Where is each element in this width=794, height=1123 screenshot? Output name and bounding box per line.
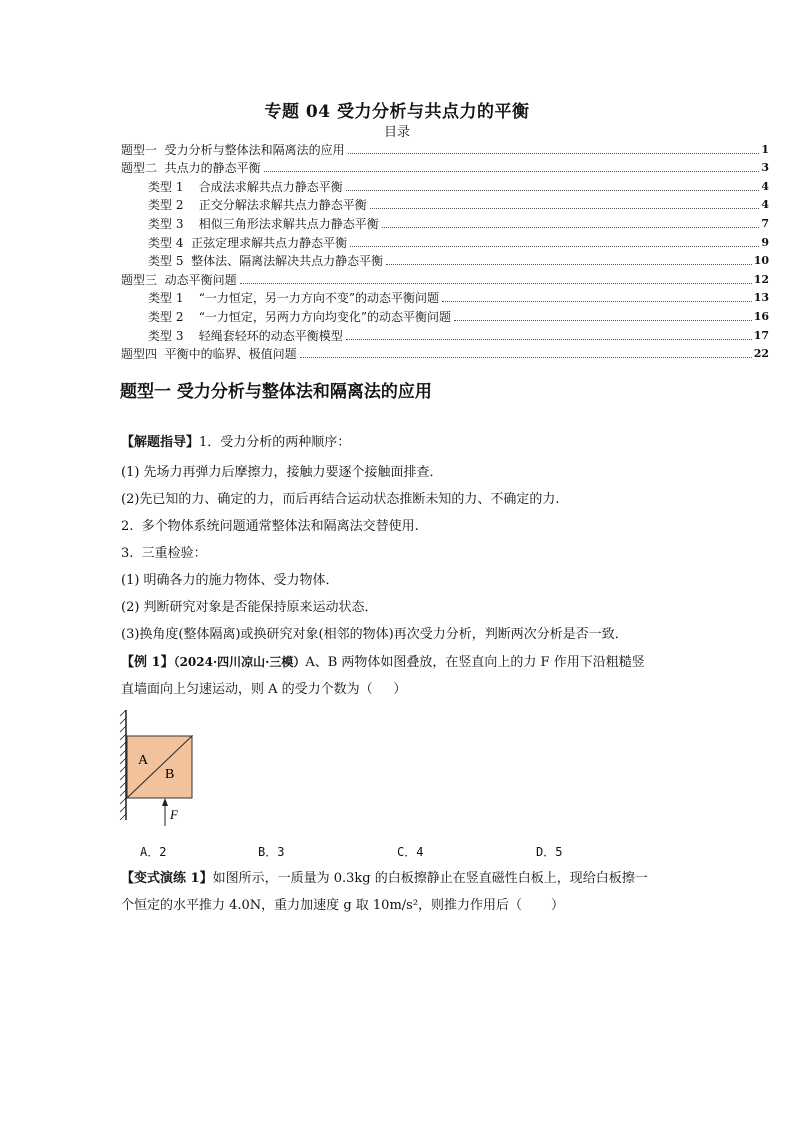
guide-line-0 bbox=[121, 434, 350, 452]
toc-leader-dots bbox=[454, 319, 752, 321]
toc-entry-label: 类型 3 轻绳套轻环的动态平衡模型 bbox=[148, 328, 343, 343]
label-b: B bbox=[165, 767, 175, 782]
choice-b[interactable]: B．3 bbox=[258, 845, 285, 859]
toc-entry-page: 4 bbox=[761, 179, 769, 193]
toc-entry-page: 17 bbox=[753, 328, 769, 342]
guide-line-6: (2) 判断研究对象是否能保持原来运动状态． bbox=[121, 600, 378, 615]
toc-leader-dots bbox=[240, 282, 752, 284]
example1-line-2: 直墙面向上匀速运动，则 A 的受力个数为（ ） bbox=[121, 682, 407, 697]
choice-d[interactable]: D．5 bbox=[536, 845, 563, 859]
toc-entry-page: 4 bbox=[761, 198, 769, 212]
toc-entry-page: 10 bbox=[753, 254, 769, 268]
wall-blocks-figure bbox=[118, 708, 198, 833]
guide-line-3: 2. 多个物体系统问题通常整体法和隔离法交替使用. bbox=[121, 519, 419, 534]
toc-entry[interactable] bbox=[121, 345, 769, 364]
toc-entry[interactable] bbox=[121, 177, 769, 196]
toc-leader-dots bbox=[382, 226, 760, 228]
guide-text: 1．受力分析的两种顺序： bbox=[199, 435, 351, 450]
toc-entry-label: 类型 1 合成法求解共点力静态平衡 bbox=[148, 179, 343, 194]
toc-entry-label: 类型 5 整体法、隔离法解决共点力静态平衡 bbox=[148, 254, 384, 269]
toc-entry-label: 题型四 平衡中的临界、极值问题 bbox=[121, 347, 297, 362]
toc-entry-label: 类型 4 正弦定理求解共点力静态平衡 bbox=[148, 235, 348, 250]
toc-entry-page: 12 bbox=[753, 272, 769, 286]
variant1-line-2: 个恒定的水平推力 4.0N，重力加速度 g 取 10m/s²，则推力作用后（ ） bbox=[121, 898, 564, 913]
example1-tag: 【例 1】 bbox=[121, 655, 174, 670]
toc-entry[interactable] bbox=[121, 140, 769, 159]
example1-text: A、B 两物体如图叠放，在竖直向上的力 F 作用下沿粗糙竖 bbox=[305, 655, 645, 670]
guide-line-4: 3. 三重检验： bbox=[121, 546, 207, 561]
toc-entry[interactable] bbox=[121, 326, 769, 345]
toc-entry-label: 题型三 动态平衡问题 bbox=[121, 272, 237, 287]
toc-leader-dots bbox=[264, 170, 760, 172]
toc-leader-dots bbox=[442, 300, 752, 302]
toc-entry-label: 类型 2 正交分解法求解共点力静态平衡 bbox=[148, 198, 367, 213]
guide-line-5: (1) 明确各力的施力物体、受力物体． bbox=[121, 573, 339, 588]
label-a: A bbox=[138, 753, 149, 768]
toc-entry[interactable] bbox=[121, 196, 769, 215]
toc-entry[interactable] bbox=[121, 159, 769, 178]
toc-leader-dots bbox=[300, 356, 752, 358]
variant1-line-1 bbox=[121, 870, 648, 888]
toc-entry-page: 1 bbox=[761, 142, 769, 156]
example1-line-1 bbox=[121, 653, 645, 672]
toc-leader-dots bbox=[350, 245, 759, 247]
toc-entry[interactable] bbox=[121, 252, 769, 271]
toc-entry[interactable] bbox=[121, 307, 769, 326]
example1-choices bbox=[0, 843, 794, 861]
variant1-text: 如图所示，一质量为 0.3kg 的白板擦静止在竖直磁性白板上，现给白板擦一 bbox=[212, 871, 648, 886]
section-heading: 题型一 受力分析与整体法和隔离法的应用 bbox=[120, 382, 432, 402]
toc-entry-label: 类型 2 “一力恒定，另两力方向均变化”的动态平衡问题 bbox=[148, 309, 451, 324]
toc-entry-page: 3 bbox=[761, 161, 769, 175]
toc-entry-label: 题型二 共点力的静态平衡 bbox=[121, 161, 261, 176]
toc-entry-page: 9 bbox=[761, 235, 769, 249]
toc-heading: 目录 bbox=[383, 125, 410, 140]
document-title: 专题 04 受力分析与共点力的平衡 bbox=[264, 102, 530, 122]
toc-entry-label: 类型 3 相似三角形法求解共点力静态平衡 bbox=[148, 216, 379, 231]
toc-leader-dots bbox=[370, 207, 760, 209]
toc-leader-dots bbox=[386, 263, 752, 265]
force-arrowhead bbox=[162, 798, 168, 806]
toc-entry-page: 22 bbox=[753, 347, 769, 361]
toc-entry-page: 7 bbox=[761, 216, 769, 230]
toc-entry[interactable] bbox=[121, 289, 769, 308]
guide-tag: 【解题指导】 bbox=[121, 435, 200, 450]
toc-entry-label: 题型一 受力分析与整体法和隔离法的应用 bbox=[121, 142, 345, 157]
toc-leader-dots bbox=[346, 338, 752, 340]
label-f: F bbox=[170, 807, 178, 822]
toc-entry[interactable] bbox=[121, 233, 769, 252]
wall-hatch bbox=[120, 710, 126, 820]
guide-line-2: (2)先已知的力、确定的力，而后再结合运动状态推断未知的力、不确定的力. bbox=[121, 492, 560, 507]
table-of-contents bbox=[121, 140, 769, 363]
toc-entry[interactable] bbox=[121, 214, 769, 233]
example1-source: （2024·四川凉山·三模） bbox=[173, 655, 306, 669]
guide-line-7: (3)换角度(整体隔离)或换研究对象(相邻的物体)再次受力分析，判断两次分析是否一致． bbox=[121, 627, 628, 642]
choice-a[interactable]: A．2 bbox=[140, 845, 167, 859]
choice-c[interactable]: C．4 bbox=[397, 845, 424, 859]
toc-entry-page: 13 bbox=[753, 291, 769, 305]
toc-leader-dots bbox=[348, 152, 760, 154]
toc-entry[interactable] bbox=[121, 270, 769, 289]
guide-line-1: (1) 先场力再弹力后摩擦力，接触力要逐个接触面排查． bbox=[121, 465, 443, 480]
variant1-tag: 【变式演练 1】 bbox=[121, 871, 213, 886]
toc-leader-dots bbox=[346, 189, 760, 191]
toc-entry-label: 类型 1 “一力恒定，另一力方向不变”的动态平衡问题 bbox=[148, 291, 439, 306]
toc-entry-page: 16 bbox=[753, 309, 769, 323]
